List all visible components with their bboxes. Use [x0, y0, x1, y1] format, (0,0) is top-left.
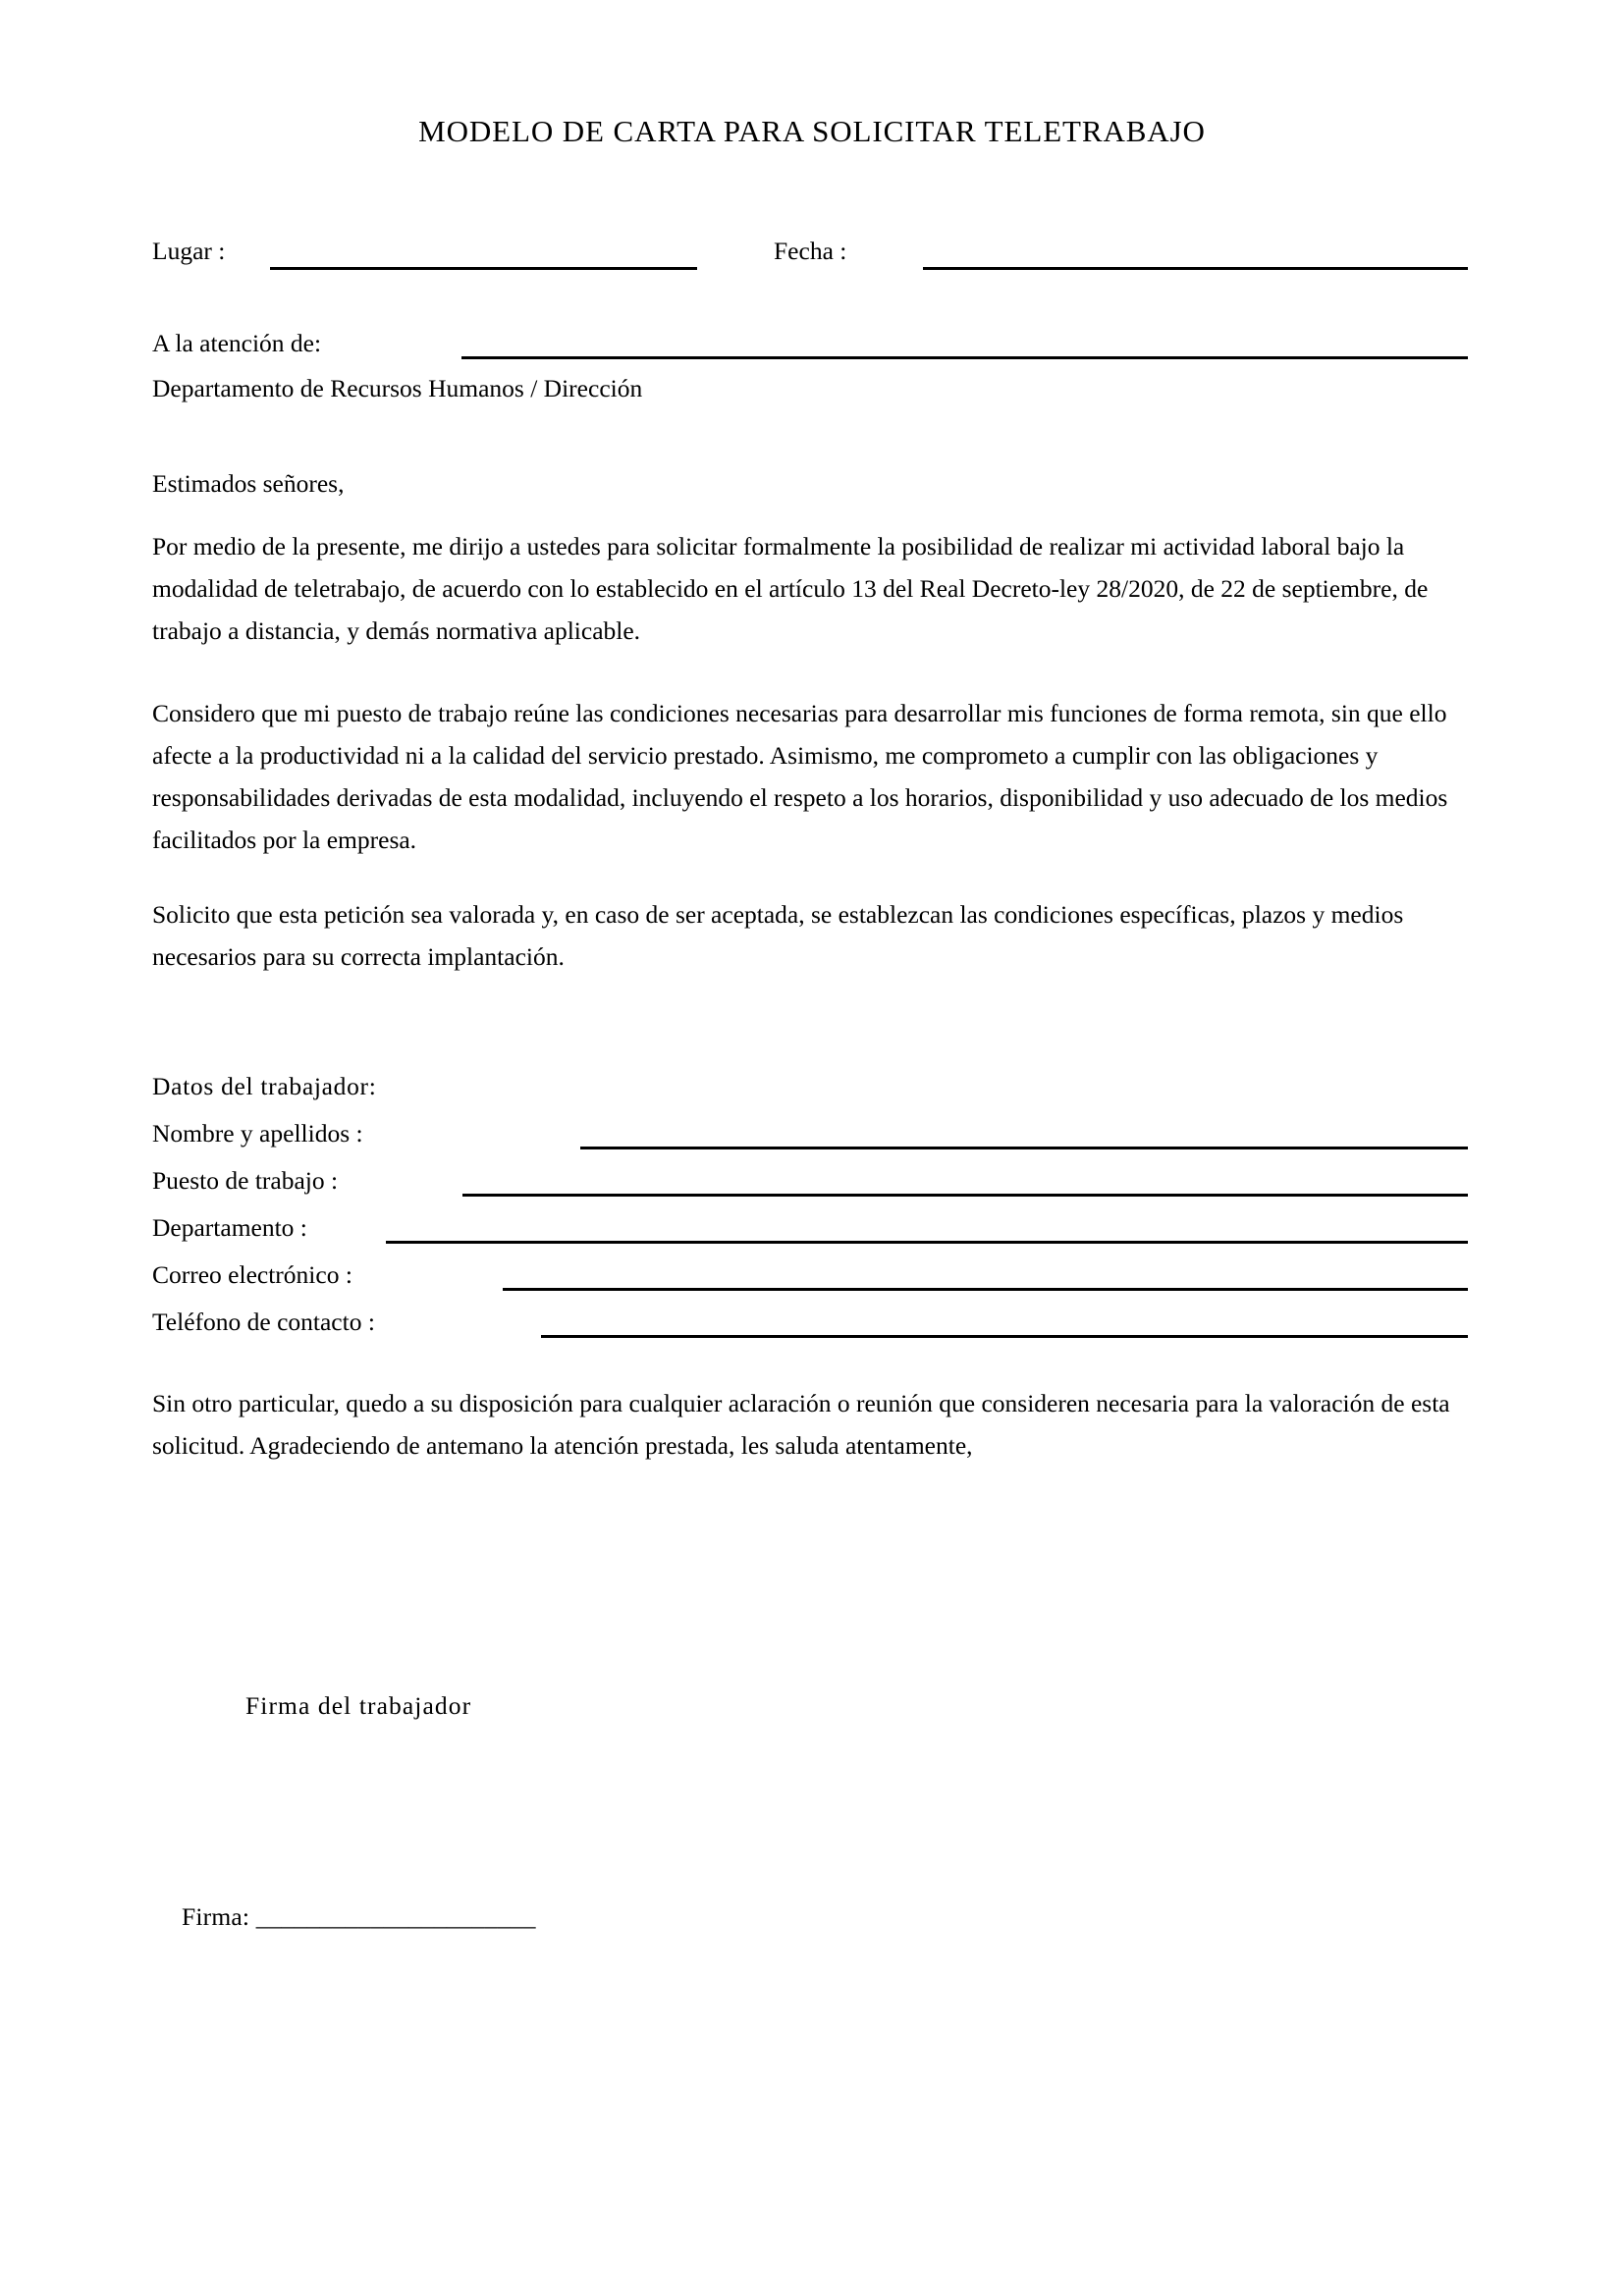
worker-data-heading: Datos del trabajador:	[152, 1072, 377, 1100]
place-input-rule[interactable]	[270, 267, 697, 270]
worker-field-label-telefono-de-contacto: Teléfono de contacto :	[152, 1308, 375, 1336]
salutation: Estimados señores,	[152, 469, 345, 498]
signature-final-line[interactable]: Firma: ______________________	[182, 1902, 536, 1931]
page-title: MODELO DE CARTA PARA SOLICITAR TELETRABAJO	[418, 114, 1206, 148]
worker-field-rule-telefono-de-contacto[interactable]	[541, 1335, 1468, 1338]
attention-input-rule[interactable]	[461, 356, 1468, 359]
worker-field-rule-puesto-de-trabajo[interactable]	[462, 1194, 1468, 1197]
attention-label: A la atención de:	[152, 329, 322, 357]
worker-field-rule-correo-electronico[interactable]	[503, 1288, 1468, 1291]
signature-caption: Firma del trabajador	[245, 1691, 472, 1720]
place-label: Lugar :	[152, 237, 226, 265]
body-paragraph-2: Considero que mi puesto de trabajo reúne las condiciones necesarias para desarrollar mis funciones de forma remota, sin que ello afecte a la productividad ni a la calidad del servicio prestado. Asimismo, me comprometo a cumplir con las obligaciones y responsabilidades derivadas de esta modalidad, incluyendo el respeto a los horarios, disponibilidad y uso adecuado de los medios facilitados por la empresa.	[152, 699, 1448, 854]
worker-field-rule-nombre-y-apellidos[interactable]	[580, 1147, 1468, 1149]
body-paragraph-1: Por medio de la presente, me dirijo a ustedes para solicitar formalmente la posibilidad de realizar mi actividad laboral bajo la modalidad de teletrabajo, de acuerdo con lo establecido en el artículo 13 del Real Decreto-ley 28/2020, de 22 de septiembre, de trabajo a distancia, y demás normativa aplicable.	[152, 532, 1429, 645]
worker-field-rule-departamento[interactable]	[386, 1241, 1468, 1244]
date-input-rule[interactable]	[923, 267, 1468, 270]
date-label: Fecha :	[774, 237, 847, 265]
worker-field-label-puesto-de-trabajo: Puesto de trabajo :	[152, 1166, 339, 1195]
body-paragraph-3: Solicito que esta petición sea valorada y, en caso de ser aceptada, se establezcan las condiciones específicas, plazos y medios necesarios para su correcta implantación.	[152, 900, 1404, 971]
recipient-line: Departamento de Recursos Humanos / Dirección	[152, 374, 643, 402]
worker-field-label-correo-electronico: Correo electrónico :	[152, 1260, 352, 1289]
worker-field-label-departamento: Departamento :	[152, 1213, 307, 1242]
closing-paragraph: Sin otro particular, quedo a su disposición para cualquier aclaración o reunión que consideren necesaria para la valoración de esta solicitud. Agradeciendo de antemano la atención prestada, les saluda atentamente,	[152, 1389, 1450, 1460]
worker-field-label-nombre-y-apellidos: Nombre y apellidos :	[152, 1119, 363, 1148]
